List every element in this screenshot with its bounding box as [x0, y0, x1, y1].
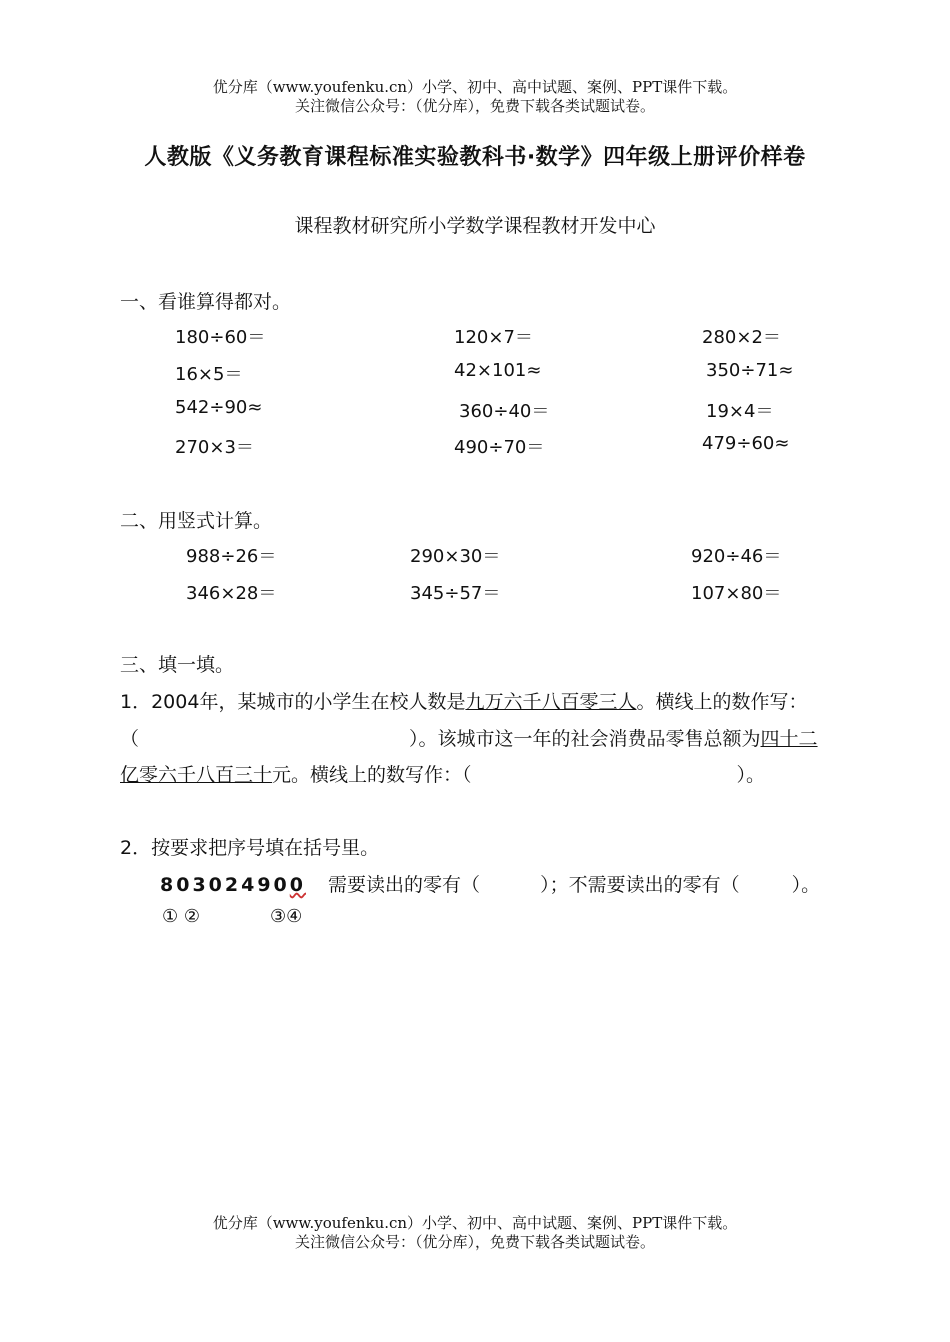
question-2-line	[160, 870, 820, 897]
problem: 920÷46＝	[691, 546, 782, 567]
q1-text: ）。该城市这一年的社会消费品零售总额为	[409, 728, 761, 750]
q2-number	[160, 874, 306, 896]
footer-line-1: 优分库（www.youfenku.cn）小学、初中、高中试题、案例、PPT课件下载。	[212, 1214, 738, 1232]
q2-number-last-digit: 0	[289, 874, 306, 896]
q2-marks-a: ① ②	[162, 906, 200, 927]
q1-underlined-amount: 亿零六千八百三十	[120, 764, 273, 786]
problem: 180÷60＝	[175, 327, 266, 348]
q2-marks-b: ③④	[270, 906, 303, 927]
problem: 42×101≈	[454, 360, 542, 381]
q2-text: ）。	[791, 874, 821, 896]
page-header	[0, 78, 950, 116]
problem: 280×2＝	[702, 327, 781, 348]
section-2-heading: 二、用竖式计算。	[120, 510, 273, 532]
q1-open-paren: （	[120, 728, 140, 750]
question-1-line-2	[120, 724, 818, 751]
question-1-line-3	[120, 760, 765, 787]
q1-underlined-number: 九万六千八百零三人	[465, 691, 637, 713]
problem: 19×4＝	[706, 401, 774, 422]
problem: 290×30＝	[410, 546, 501, 567]
header-line-2: 关注微信公众号：（优分库），免费下载各类试题试卷。	[294, 97, 655, 115]
q1-text: 。横线上的数作写：	[636, 691, 808, 713]
q1-close-paren: ）。	[736, 764, 766, 786]
problem: 120×7＝	[454, 327, 533, 348]
problem: 542÷90≈	[175, 397, 263, 418]
problem: 988÷26＝	[186, 546, 277, 567]
problem: 345÷57＝	[410, 583, 501, 604]
q2-text: 需要读出的零有（	[328, 874, 481, 896]
problem: 360÷40＝	[459, 401, 550, 422]
q1-text: 1．2004年，某城市的小学生在校人数是	[120, 691, 466, 713]
document-title: 人教版《义务教育课程标准实验教科书·数学》四年级上册评价样卷	[144, 145, 806, 170]
q1-underlined-amount: 四十二	[760, 728, 818, 750]
problem: 350÷71≈	[706, 360, 794, 381]
q1-text: 元。横线上的数写作：（	[272, 764, 472, 786]
problem: 346×28＝	[186, 583, 277, 604]
problem: 107×80＝	[691, 583, 782, 604]
question-1-line-1	[120, 687, 807, 714]
question-2-prompt: 2．按要求把序号填在括号里。	[120, 837, 380, 859]
problem: 490÷70＝	[454, 437, 545, 458]
footer-line-2: 关注微信公众号：（优分库），免费下载各类试题试卷。	[294, 1233, 655, 1251]
page-footer	[0, 1214, 950, 1252]
problem: 16×5＝	[175, 364, 243, 385]
problem: 479÷60≈	[702, 433, 790, 454]
section-3-heading: 三、填一填。	[120, 654, 235, 676]
q2-text: ）；不需要读出的零有（	[540, 874, 740, 896]
problem: 270×3＝	[175, 437, 254, 458]
q2-number-digits: 80302490	[160, 874, 290, 896]
section-1-heading: 一、看谁算得都对。	[120, 291, 292, 313]
header-line-1: 优分库（www.youfenku.cn）小学、初中、高中试题、案例、PPT课件下载。	[212, 78, 738, 96]
organization-line: 课程教材研究所小学数学课程教材开发中心	[294, 215, 656, 237]
